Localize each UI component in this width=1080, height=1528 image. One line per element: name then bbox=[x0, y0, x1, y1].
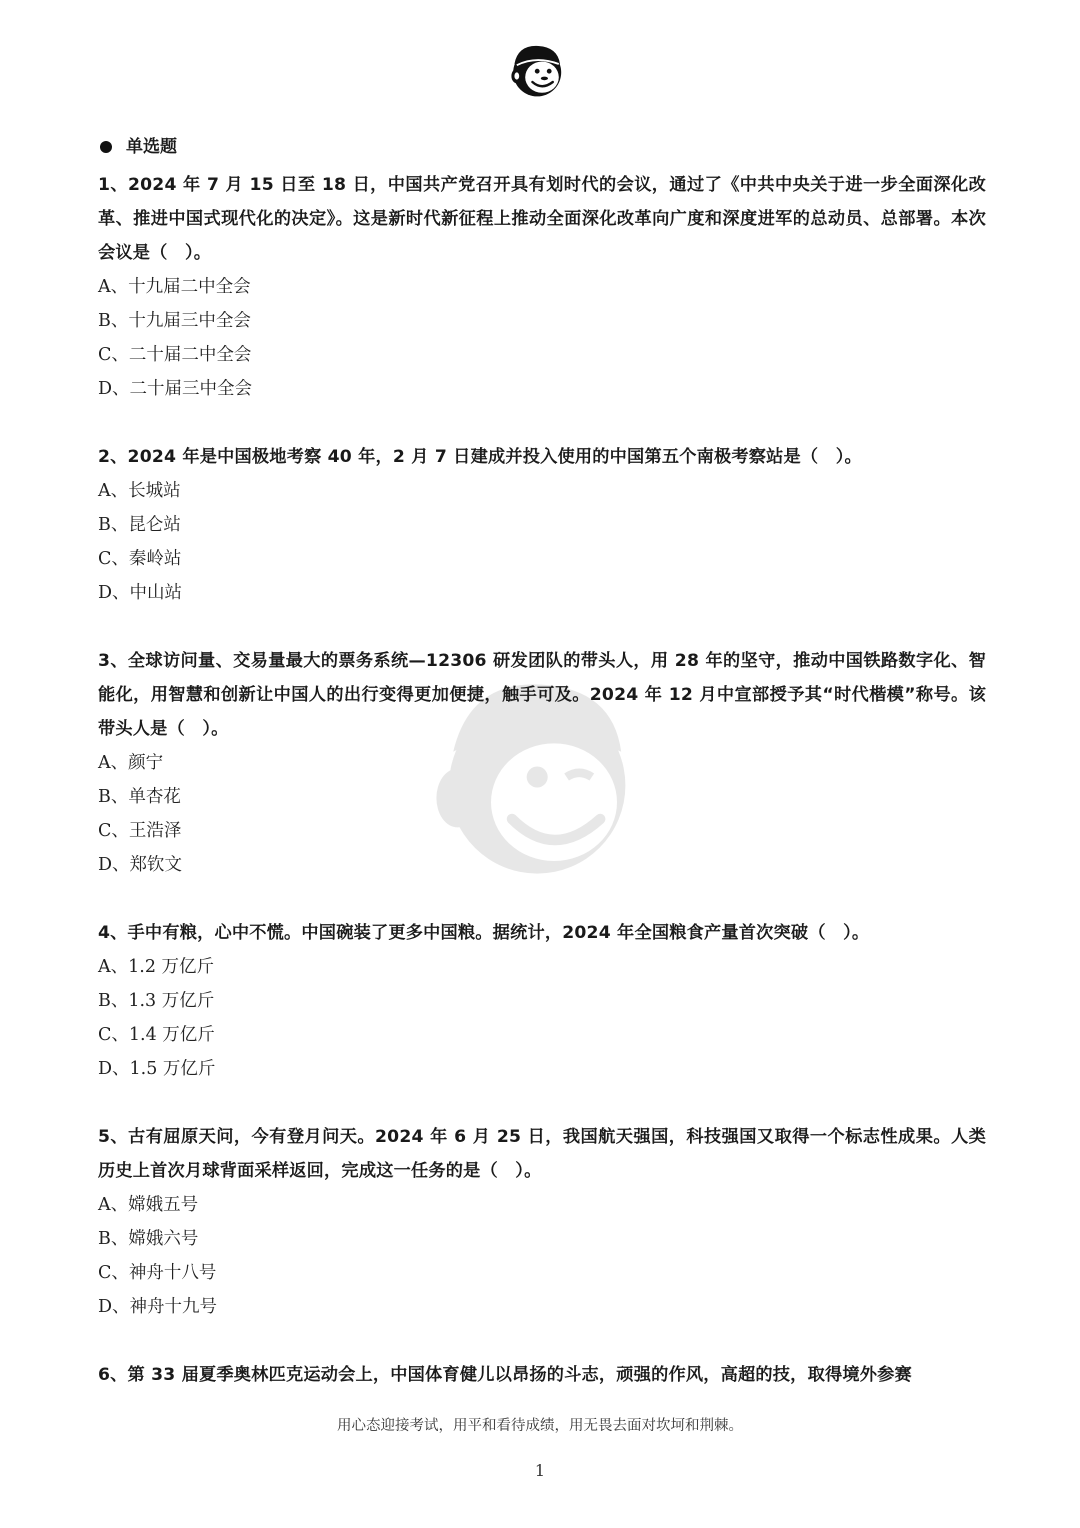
answer-option: C、神舟十八号 bbox=[98, 1263, 217, 1283]
answer-option: D、中山站 bbox=[98, 583, 183, 603]
answer-option: A、1.2 万亿斤 bbox=[98, 957, 215, 977]
answer-option: D、神舟十九号 bbox=[98, 1297, 218, 1317]
answer-option: B、单杏花 bbox=[98, 787, 181, 807]
answer-option: C、1.4 万亿斤 bbox=[98, 1025, 215, 1045]
question-list bbox=[98, 168, 986, 1392]
question-item bbox=[98, 1358, 986, 1392]
answer-option: B、嫦娥六号 bbox=[98, 1229, 199, 1249]
answer-option: B、昆仑站 bbox=[98, 515, 181, 535]
question-item bbox=[98, 168, 986, 406]
answer-option: A、十九届二中全会 bbox=[98, 277, 251, 297]
question-item bbox=[98, 644, 986, 882]
section-title: 单选题 bbox=[126, 137, 177, 157]
question-item bbox=[98, 440, 986, 610]
answer-option: B、1.3 万亿斤 bbox=[98, 991, 215, 1011]
answer-option: C、二十届二中全会 bbox=[98, 345, 252, 365]
page-number: 1 bbox=[534, 1461, 546, 1480]
answer-option: B、十九届三中全会 bbox=[98, 311, 251, 331]
bullet-icon bbox=[100, 141, 112, 153]
answer-option: D、二十届三中全会 bbox=[98, 379, 253, 399]
answer-option: C、王浩泽 bbox=[98, 821, 182, 841]
question-stem: 1、2024 年 7 月 15 日至 18 日，中国共产党召开具有划时代的会议，通过了《中共中央关于进一步全面深化改革、推进中国式现代化的决定》。这是新时代新征程上推动全面深化改革向广度和深度进军的总动员、总部署。本次会议是（ ）。 bbox=[98, 175, 986, 263]
question-stem: 3、全球访问量、交易量最大的票务系统—12306 研发团队的带头人，用 28 年的坚守，推动中国铁路数字化、智能化，用智慧和创新让中国人的出行变得更加便捷，触手可及。2024 年 12 月中宣部授予其“时代楷模”称号。该带头人是（ ）。 bbox=[98, 651, 986, 739]
question-stem: 2、2024 年是中国极地考察 40 年，2 月 7 日建成并投入使用的中国第五个南极考察站是（ ）。 bbox=[98, 447, 862, 467]
answer-option: D、1.5 万亿斤 bbox=[98, 1059, 216, 1079]
section-heading bbox=[98, 134, 986, 160]
question-stem: 4、手中有粮，心中不慌。中国碗装了更多中国粮。据统计，2024 年全国粮食产量首次突破（ ）。 bbox=[98, 923, 870, 943]
question-item bbox=[98, 1120, 986, 1324]
answer-option: A、嫦娥五号 bbox=[98, 1195, 199, 1215]
question-content bbox=[98, 134, 986, 1426]
question-stem: 6、第 33 届夏季奥林匹克运动会上，中国体育健儿以昂扬的斗志，顽强的作风，高超的技，取得境外参赛 bbox=[98, 1365, 912, 1385]
answer-option: A、长城站 bbox=[98, 481, 181, 501]
monkey-mascot-icon bbox=[506, 40, 566, 100]
footer-motto: 用心态迎接考试，用平和看待成绩，用无畏去面对坎坷和荆棘。 bbox=[337, 1418, 743, 1434]
question-stem: 5、古有屈原天问，今有登月问天。2024 年 6 月 25 日，我国航天强国，科技强国又取得一个标志性成果。人类历史上首次月球背面采样返回，完成这一任务的是（ ）。 bbox=[98, 1127, 986, 1181]
answer-option: C、秦岭站 bbox=[98, 549, 182, 569]
answer-option: D、郑钦文 bbox=[98, 855, 183, 875]
question-item bbox=[98, 916, 986, 1086]
answer-option: A、颜宁 bbox=[98, 753, 164, 773]
